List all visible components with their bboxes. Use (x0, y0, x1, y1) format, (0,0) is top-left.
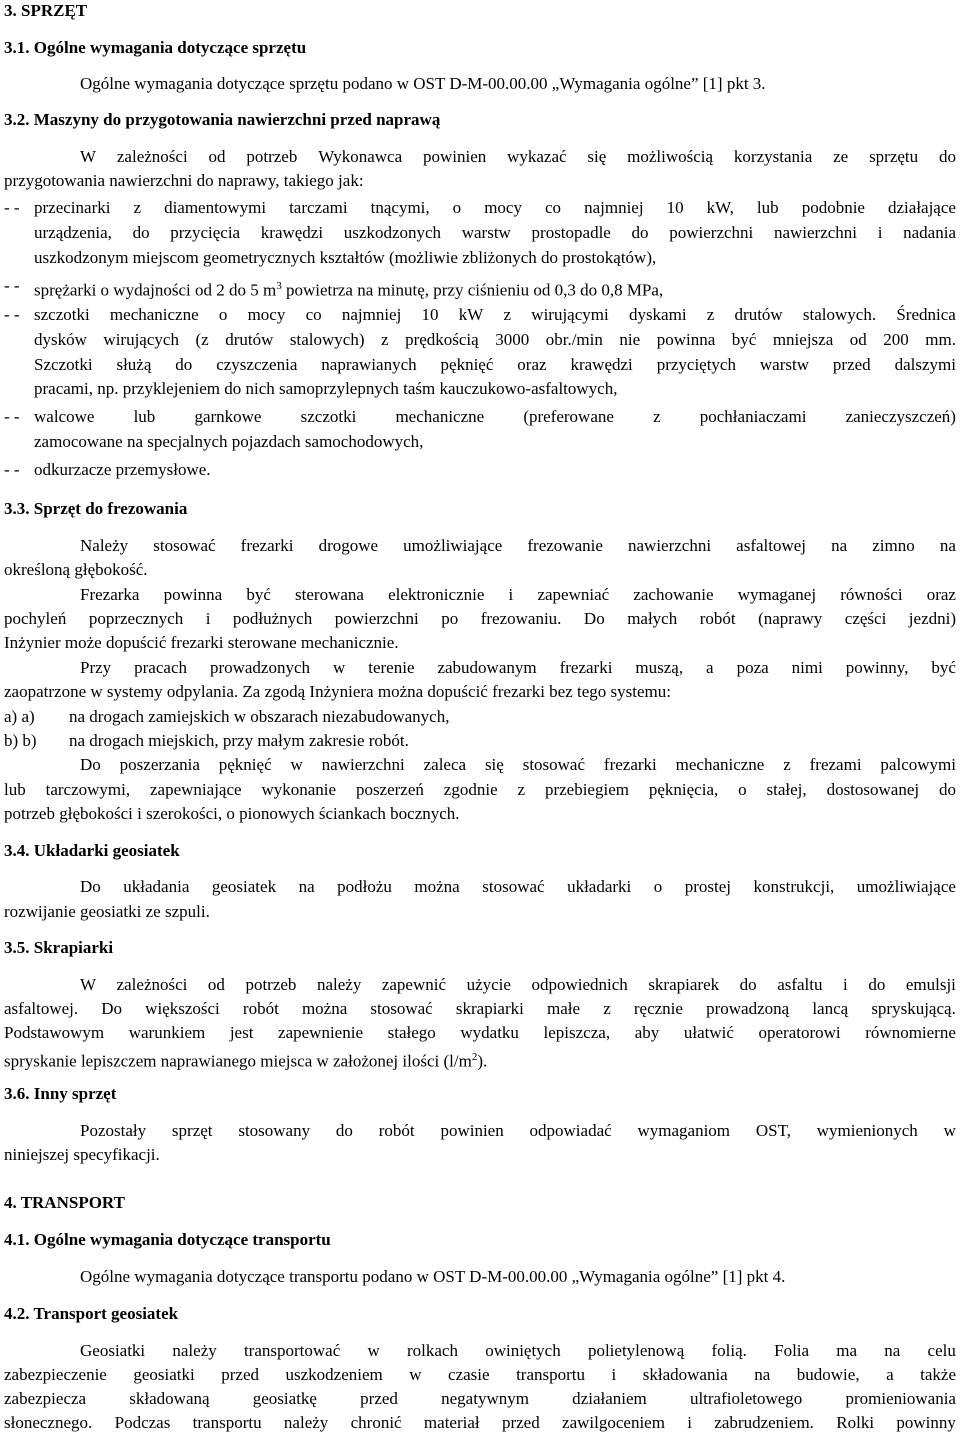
section-3-5-last-b: ). (477, 1051, 488, 1071)
bullet-rollers-line: walcowe lub garnkowe szczotki mechaniczne (preferowane z pochłaniaczami zanieczyszczeń) (34, 407, 956, 426)
section-4-2-p1-line: zabezpieczenie geosiatki przed uszkodzeniem w czasie transportu i składowania na budowie, a także (4, 1365, 956, 1384)
bullet-saws-line: urządzenia, do przycięcia krawędzi uszkodzonych warstw prostopadle do powierzchni nawierzchni i nadania (34, 223, 956, 242)
section-3-2-heading: 3.2. Maszyny do przygotowania nawierzchni przed naprawą (4, 110, 441, 129)
section-3-6-p1-line: niniejszej specyfikacji. (4, 1145, 160, 1164)
section-3-5-p1-line: W zależności od potrzeb należy zapewnić użycie odpowiednich skrapiarek do asfaltu i do emulsji (80, 975, 956, 994)
bullet-brushes-line: pracami, np. przyklejeniem do nich samoprzylepnych taśm kauczukowo-asfaltowych, (34, 379, 618, 398)
section-3-5-p1-line: asfaltowej. Do większości robót można stosować skrapiarki małe z ręcznie prowadzoną lancą spryskującą. (4, 999, 956, 1018)
bullet-brushes-line: Szczotki służą do czyszczenia naprawianych pęknięć oraz krawędzi przyciętych warstw przed dalszymi (34, 355, 956, 374)
section-3-2-intro-line: W zależności od potrzeb Wykonawca powinien wykazać się możliwością korzystania ze sprzętu do (80, 147, 956, 166)
section-3-2-intro-line: przygotowania nawierzchni do naprawy, takiego jak: (4, 171, 364, 190)
section-3-5-last-sup: 2 (471, 1051, 478, 1063)
section-3-3-p4-line: Do poszerzania pęknięć w nawierzchni zaleca się stosować frezarki mechaniczne z frezami palcowymi (80, 755, 956, 774)
bullet-compressors-sup: 3 (276, 280, 282, 292)
list-dash: - - (4, 276, 20, 295)
bullet-vacuum: odkurzacze przemysłowe. (34, 460, 211, 479)
bullet-brushes-line: dysków wirujących (z drutów stalowych) z prędkością 3000 obr./min nie powinna być mniejsza od 200 mm. (34, 330, 956, 349)
section-3-6-p1-line: Pozostały sprzęt stosowany do robót powinien odpowiadać wymaganiom OST, wymienionych w (80, 1121, 956, 1140)
section-3-3-p1-line: Należy stosować frezarki drogowe umożliwiające frezowanie nawierzchni asfaltowej na zimno na (80, 536, 956, 555)
section-3-6-heading: 3.6. Inny sprzęt (4, 1084, 117, 1103)
section-4-2-p1-line: Geosiatki należy transportować w rolkach owiniętych polietylenową folią. Folia ma na celu (80, 1341, 956, 1360)
bullet-compressors-text-b: powietrza na minutę, przy ciśnieniu od 0,3 do 0,8 MPa, (281, 280, 664, 300)
section-3-3-p4-line: lub tarczowymi, zapewniające wykonanie poszerzeń zgodnie z przebiegiem pęknięcia, o stałej, dostosowanej do (4, 780, 956, 799)
section-3-3-p4-line: potrzeb głębokości i szerokości, o pionowych ściankach bocznych. (4, 804, 460, 823)
section-3-3-heading: 3.3. Sprzęt do frezowania (4, 499, 188, 518)
list-dash: - - (4, 305, 20, 324)
bullet-compressors-text-a: sprężarki o wydajności od 2 do 5 m (34, 280, 277, 300)
section-3-4-heading: 3.4. Układarki geosiatek (4, 841, 180, 860)
section-4-heading: 4. TRANSPORT (4, 1193, 125, 1212)
section-3-1-heading: 3.1. Ogólne wymagania dotyczące sprzętu (4, 38, 307, 57)
list-dash: - - (4, 407, 20, 426)
section-4-1-heading: 4.1. Ogólne wymagania dotyczące transportu (4, 1230, 331, 1249)
list-item-b: na drogach miejskich, przy małym zakresie robót. (69, 731, 409, 750)
section-3-3-p3-line: zaopatrzone w systemy odpylania. Za zgodą Inżyniera można dopuścić frezarki bez tego systemu: (4, 682, 671, 701)
section-3-3-p2-line: Frezarka powinna być sterowana elektronicznie i zapewniać zachowanie wymaganej równości oraz (80, 585, 956, 604)
list-marker-a: a) a) (4, 707, 35, 726)
section-3-3-p1-line: określoną głębokość. (4, 560, 148, 579)
list-marker-b: b) b) (4, 731, 37, 750)
bullet-saws-line: uszkodzonym miejscom geometrycznych kształtów (możliwie zbliżonych do prostokątów), (34, 248, 657, 267)
list-dash: - - (4, 460, 20, 479)
bullet-rollers-line: zamocowane na specjalnych pojazdach samochodowych, (34, 432, 424, 451)
bullet-saws-line: przecinarki z diamentowymi tarczami tnącymi, o mocy co najmniej 10 kW, lub podobnie działające (34, 198, 956, 217)
section-3-3-p2-line: Inżynier może dopuścić frezarki sterowane mechanicznie. (4, 633, 399, 652)
section-4-2-p1-line: zabezpiecza składowaną geosiatkę przed negatywnym działaniem ultrafioletowego promieniowania (4, 1389, 956, 1408)
section-3-5-heading: 3.5. Skrapiarki (4, 938, 114, 957)
section-4-1-text: Ogólne wymagania dotyczące transportu podano w OST D-M-00.00.00 „Wymagania ogólne” [1] pkt 4. (80, 1267, 786, 1286)
section-4-2-p1-line: słonecznego. Podczas transportu należy chronić materiał przed zawilgoceniem i zabrudzeniem. Rolki powinny (4, 1413, 956, 1432)
section-3-5-p1-line: Podstawowym warunkiem jest zapewnienie stałego wydatku lepiszcza, aby ułatwić operatorowi równomierne (4, 1023, 956, 1042)
section-3-heading: 3. SPRZĘT (4, 1, 88, 20)
section-3-4-p1-line: Do układania geosiatek na podłożu można stosować układarki o prostej konstrukcji, umożliwiające (80, 877, 956, 896)
bullet-compressors (34, 275, 663, 299)
section-3-1-text: Ogólne wymagania dotyczące sprzętu podano w OST D-M-00.00.00 „Wymagania ogólne” [1] pkt 3. (80, 74, 766, 93)
bullet-brushes-line: szczotki mechaniczne o mocy co najmniej 10 kW z wirującymi dyskami z drutów stalowych. Średnica (34, 305, 956, 324)
list-dash: - - (4, 198, 20, 217)
section-3-3-p2-line: pochyleń poprzecznych i podłużnych powierzchni po frezowaniu. Do małych robót (naprawy części jezdni) (4, 609, 956, 628)
list-item-a: na drogach zamiejskich w obszarach niezabudowanych, (69, 707, 450, 726)
section-3-3-p3-line: Przy pracach prowadzonych w terenie zabudowanym frezarki muszą, a poza nimi powinny, być (80, 658, 956, 677)
section-3-5-last-a: spryskanie lepiszczem naprawianego miejsca w założonej ilości (l/m (4, 1051, 472, 1071)
section-3-5-p1-last (4, 1046, 487, 1070)
section-4-2-heading: 4.2. Transport geosiatek (4, 1304, 179, 1323)
section-3-4-p1-line: rozwijanie geosiatki ze szpuli. (4, 902, 210, 921)
